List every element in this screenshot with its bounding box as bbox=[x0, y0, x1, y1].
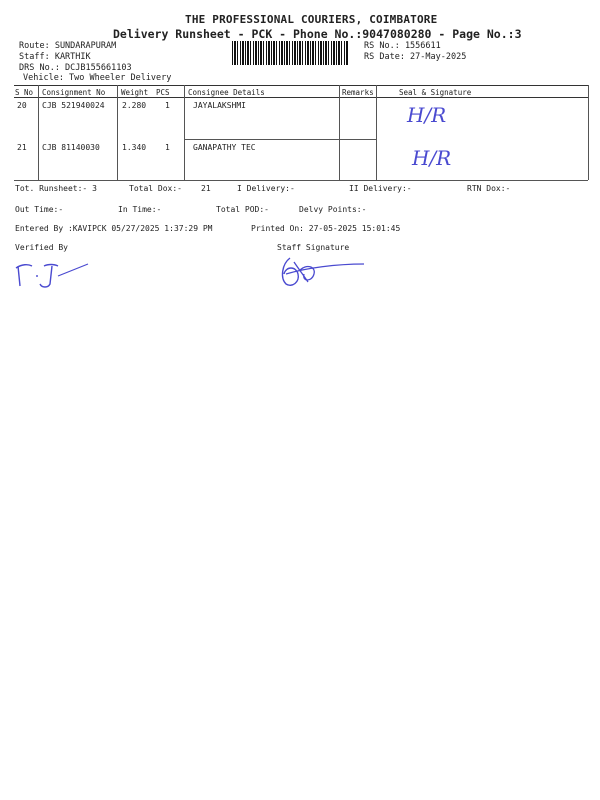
total-pod: Total POD:- bbox=[216, 205, 269, 214]
cell-consignee: JAYALAKSHMI bbox=[193, 101, 246, 110]
table-divider bbox=[376, 85, 377, 180]
table-divider bbox=[339, 85, 340, 180]
verified-by-label: Verified By bbox=[15, 243, 68, 252]
col-header-consignment: Consignment No bbox=[42, 88, 106, 97]
verified-by-signature bbox=[14, 258, 94, 292]
ii-delivery: II Delivery:- bbox=[349, 184, 412, 193]
out-time: Out Time:- bbox=[15, 205, 64, 214]
company-title: THE PROFESSIONAL COURIERS, COIMBATORE bbox=[185, 13, 438, 26]
staff-signature-label: Staff Signature bbox=[277, 243, 350, 252]
delvy-points: Delvy Points:- bbox=[299, 205, 367, 214]
table-divider bbox=[38, 85, 39, 180]
col-header-sno: S No bbox=[15, 88, 34, 97]
row-divider bbox=[184, 139, 376, 140]
cell-consignment: CJB 81140030 bbox=[42, 143, 100, 152]
col-header-consignee: Consignee Details bbox=[188, 88, 265, 97]
cell-sno: 20 bbox=[17, 101, 27, 110]
i-delivery: I Delivery:- bbox=[237, 184, 295, 193]
cell-weight: 2.280 bbox=[122, 101, 147, 110]
col-header-remarks: Remarks bbox=[342, 88, 374, 97]
cell-consignment: CJB 521940024 bbox=[42, 101, 105, 110]
table-divider bbox=[117, 85, 118, 180]
col-header-weight: Weight bbox=[121, 88, 149, 97]
rs-number: RS No.: 1556611 bbox=[364, 41, 441, 51]
cell-pcs: 1 bbox=[165, 143, 170, 152]
total-dox-value: 21 bbox=[201, 184, 211, 193]
vehicle-label: Vehicle: Two Wheeler Delivery bbox=[23, 73, 172, 83]
staff-label: Staff: KARTHIK bbox=[19, 52, 91, 62]
seal-signature-handwritten: H/R bbox=[412, 146, 452, 170]
cell-pcs: 1 bbox=[165, 101, 170, 110]
cell-consignee: GANAPATHY TEC bbox=[193, 143, 256, 152]
drs-number: DRS No.: DCJB155661103 bbox=[19, 63, 132, 73]
staff-signature-drawing bbox=[276, 252, 368, 292]
table-bottom-border bbox=[14, 180, 588, 181]
entered-by: Entered By :KAVIPCK 05/27/2025 1:37:29 PM bbox=[15, 224, 213, 233]
cell-sno: 21 bbox=[17, 143, 27, 152]
route-label: Route: SUNDARAPURAM bbox=[19, 41, 117, 51]
barcode bbox=[232, 41, 348, 65]
table-divider bbox=[588, 85, 589, 180]
cell-weight: 1.340 bbox=[122, 143, 147, 152]
in-time: In Time:- bbox=[118, 205, 162, 214]
seal-signature-handwritten: H/R bbox=[407, 103, 447, 127]
rs-date: RS Date: 27-May-2025 bbox=[364, 52, 467, 62]
col-header-pcs: PCS bbox=[156, 88, 170, 97]
printed-on: Printed On: 27-05-2025 15:01:45 bbox=[251, 224, 401, 233]
table-top-border bbox=[14, 85, 588, 86]
rtn-dox: RTN Dox:- bbox=[467, 184, 511, 193]
runsheet-title: Delivery Runsheet - PCK - Phone No.:9047080280 - Page No.:3 bbox=[113, 27, 522, 41]
total-dox-label: Total Dox:- bbox=[129, 184, 182, 193]
table-divider bbox=[184, 85, 185, 180]
tot-runsheet: Tot. Runsheet:- 3 bbox=[15, 184, 97, 193]
table-header-border bbox=[14, 97, 588, 98]
col-header-seal: Seal & Signature bbox=[399, 88, 472, 97]
